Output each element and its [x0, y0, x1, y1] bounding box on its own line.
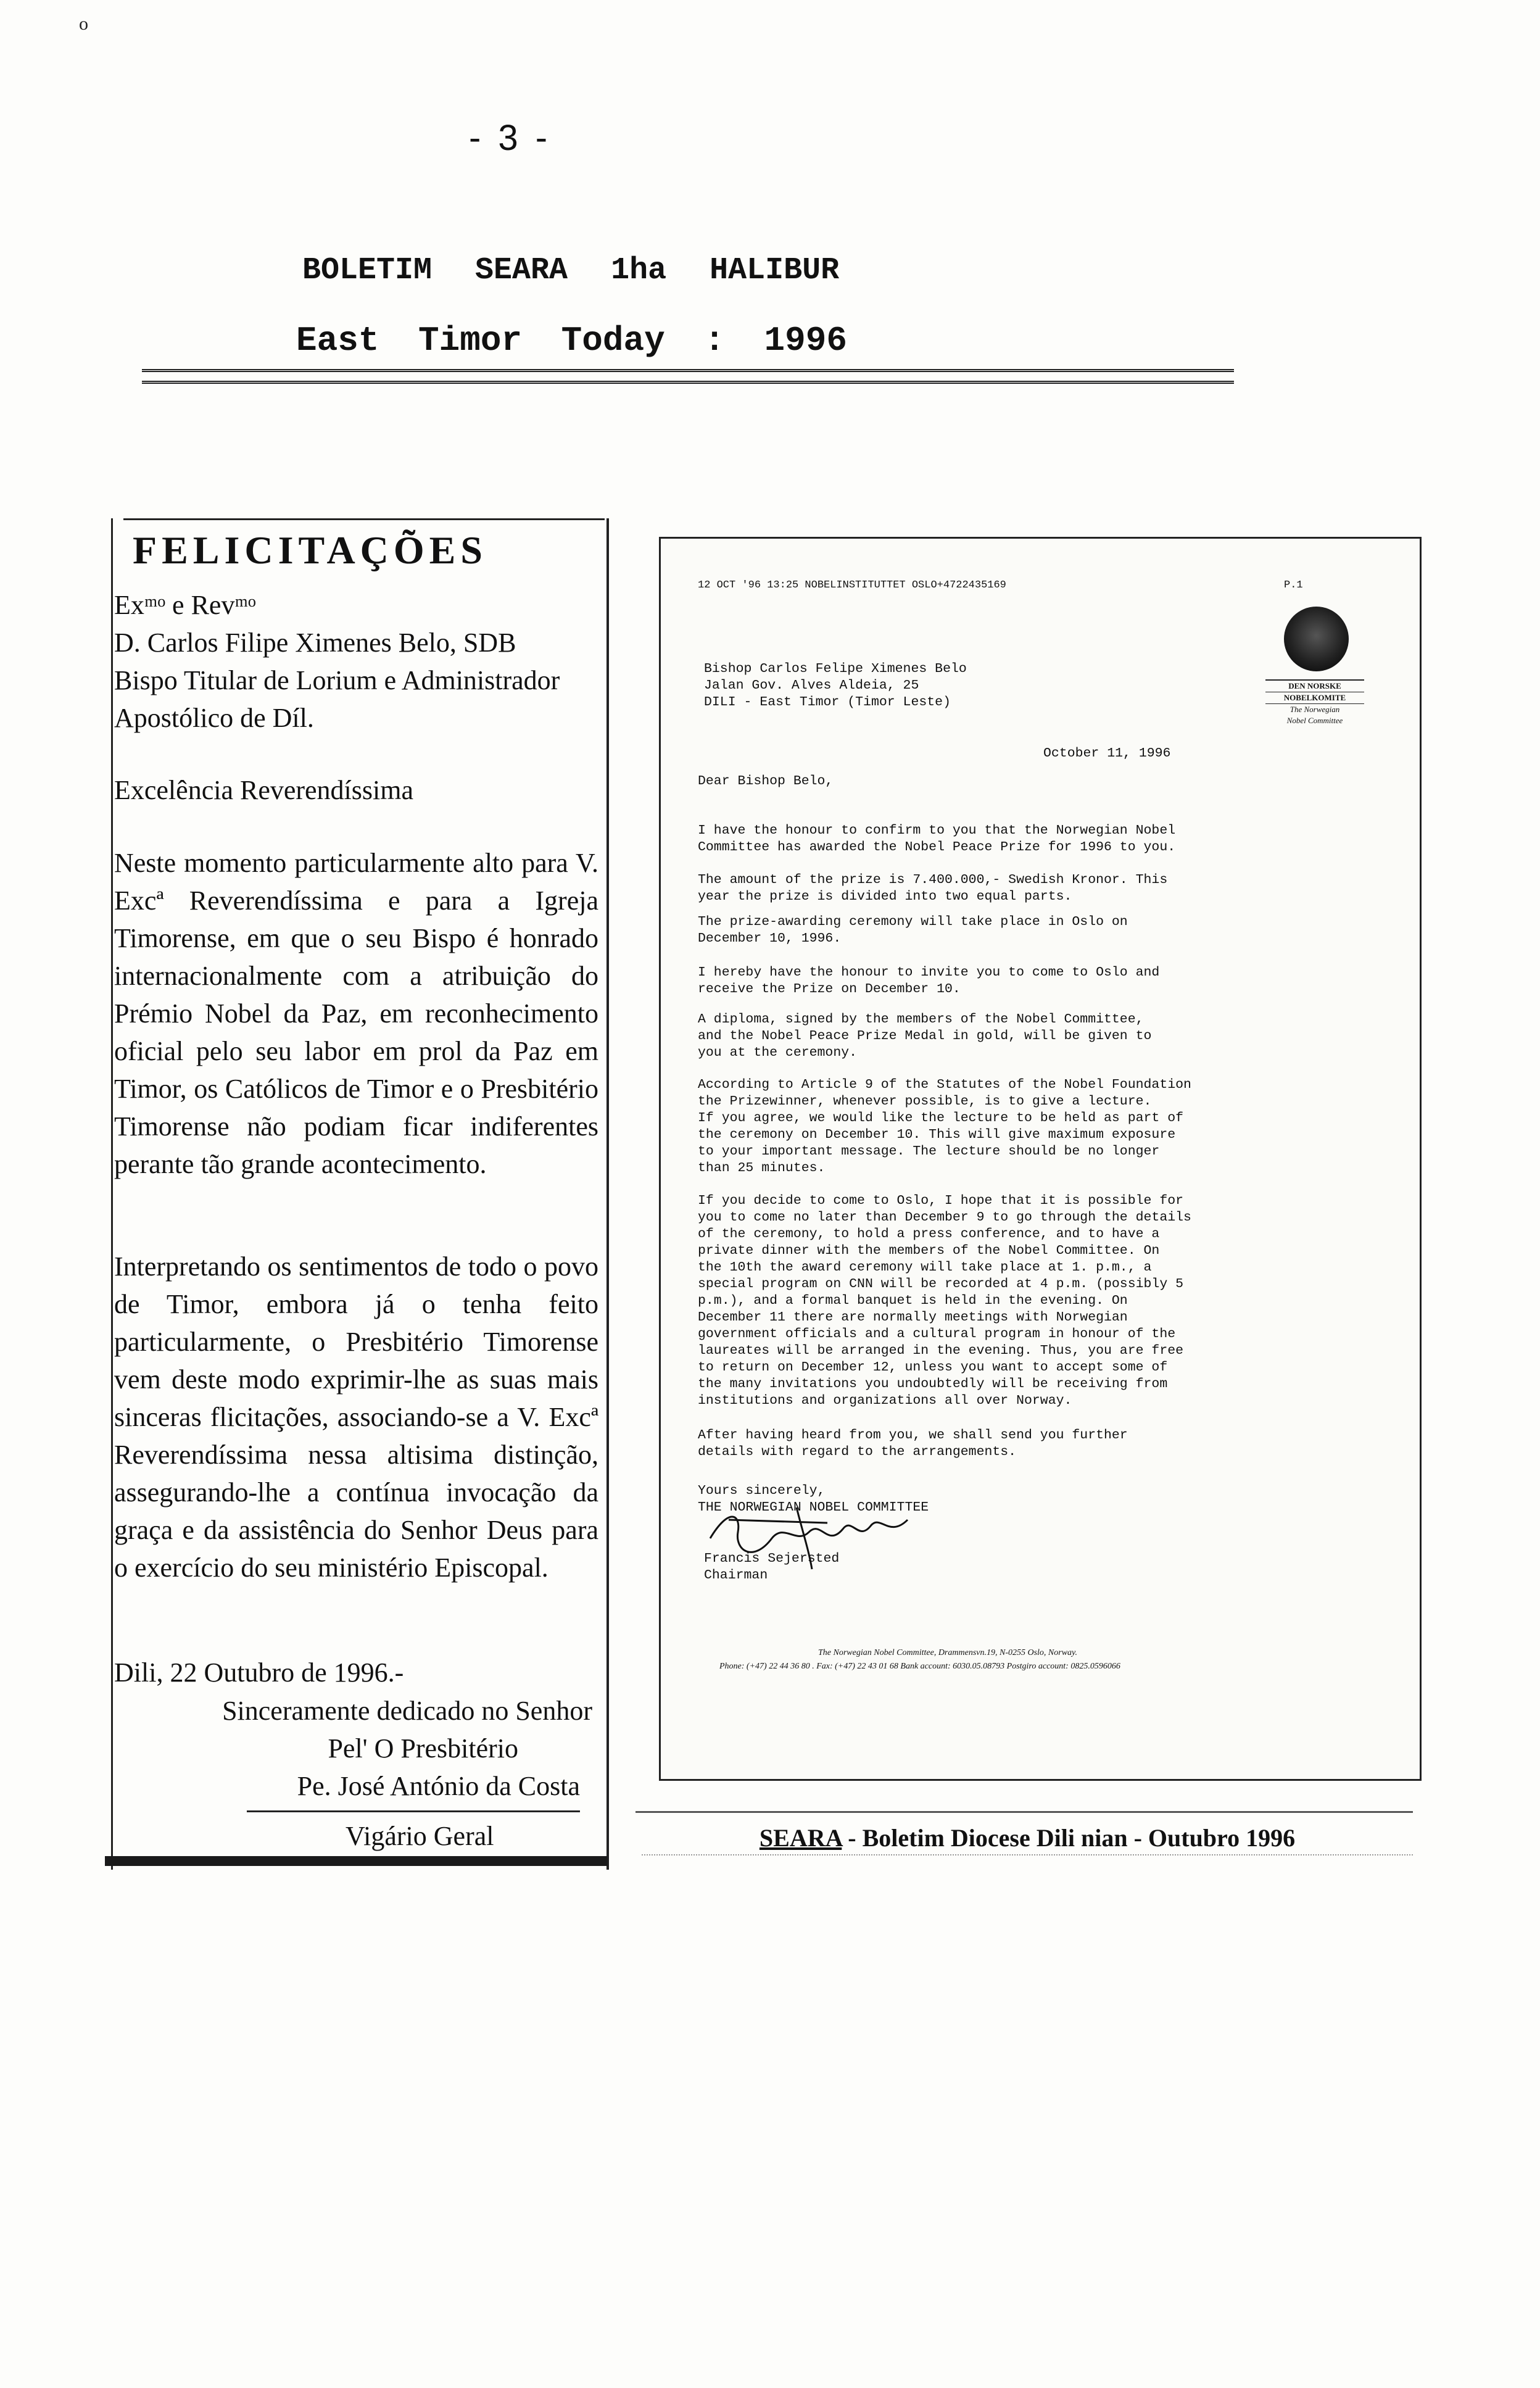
- page-number: - 3 -: [469, 118, 552, 158]
- address-line: Exᵐᵒ e Revᵐᵒ: [114, 590, 256, 620]
- congratulations-title: FELICITAÇÕES: [133, 528, 487, 572]
- address-line: Bispo Titular de Lorium e Administrador: [114, 665, 560, 695]
- letter-closing: Yours sincerely, THE NORWEGIAN NOBEL COMMITTEE: [698, 1483, 929, 1515]
- letter-paragraph: A diploma, signed by the members of the Nobel Committee, and the Nobel Peace Prize Medal in gold, will be given to you at the ceremony.: [698, 1012, 1152, 1060]
- header-rule: [142, 369, 1234, 384]
- signature-dedication: Sinceramente dedicado no Senhor: [222, 1696, 592, 1726]
- nobel-letter: [659, 537, 1422, 1781]
- footer-text: - Boletim Diocese Dili nian - Outubro 1996: [842, 1824, 1296, 1852]
- left-box-bottom-rule: [105, 1856, 608, 1866]
- signer: Francis Sejersted Chairman: [704, 1551, 840, 1583]
- date-line: Dili, 22 Outubro de 1996.-: [114, 1657, 404, 1688]
- letter-paragraph: If you decide to come to Oslo, I hope that it is possible for you to come no later than December 9 to go through the details of the ceremony, to hold a press conference, and to have a private dinner with the members of the Nobel Committee. On the 10th the award ceremony will take place at 1. p.m., a special program on CNN will be recorded at 4 p.m. (possibly 5 p.m.), and a formal banquet is held in the evening. On December 11 there are normally meetings with Norwegian government officials and a cultural program in honour of the laureates will be arranged in the evening. Thus, you are free to return on December 12, unless you want to accept some of the many invitations you undoubtedly will be receiving from institutions and organizations all over Norway.: [698, 1193, 1191, 1408]
- fax-header: 12 OCT '96 13:25 NOBELINSTITUTTET OSLO+4722435169: [698, 579, 1006, 591]
- bulletin-footer: [635, 1823, 1419, 1852]
- footer-dotted-rule: [642, 1854, 1413, 1855]
- signature-presbytery: Pel' O Presbitério: [328, 1733, 518, 1764]
- signature-name: Pe. José António da Costa: [297, 1771, 580, 1801]
- committee-address: [719, 1646, 1398, 1673]
- letter-paragraph: I hereby have the honour to invite you to come to Oslo and receive the Prize on December 10.: [698, 965, 1160, 997]
- contact-line: Phone: (+47) 22 44 36 80 . Fax: (+47) 22 43 01 68 Bank account: 6030.05.08793 Postgiro account: 0825.0596066: [719, 1662, 1120, 1671]
- address-block: [114, 586, 598, 737]
- letter-paragraph: According to Article 9 of the Statutes of the Nobel Foundation the Prizewinner, whenever possible, is to give a lecture. If you agree, we would like the lecture to be held as part of the ceremony on December 10. This will give maximum exposure to your important message. The lecture should be no longer than 25 minutes.: [698, 1077, 1191, 1175]
- letterhead-line: The Norwegian: [1290, 705, 1340, 714]
- letter-date: October 11, 1996: [1043, 746, 1171, 761]
- bulletin-title: BOLETIM SEARA 1ha HALIBUR: [302, 253, 840, 288]
- letterhead-line: NOBELKOMITE: [1265, 692, 1364, 704]
- letter-paragraph: The amount of the prize is 7.400.000,- Swedish Kronor. This year the prize is divided into two equal parts.: [698, 873, 1168, 904]
- corner-mark: o: [79, 14, 88, 34]
- letter-paragraph: I have the honour to confirm to you that the Norwegian Nobel Committee has awarded the Nobel Peace Prize for 1996 to you.: [698, 823, 1176, 855]
- letterhead-line: Nobel Committee: [1286, 716, 1343, 725]
- address-line: The Norwegian Nobel Committee, Drammensvn.19, N-0255 Oslo, Norway.: [818, 1648, 1077, 1657]
- recipient-address: Bishop Carlos Felipe Ximenes Belo Jalan Gov. Alves Aldeia, 25 DILI - East Timor (Timor Leste): [704, 661, 967, 710]
- paragraph-1: Neste momento particularmente alto para V. Excª Reverendíssima e para a Igreja Timorense, em que o seu Bispo é honrado internacionalmente com a atribuição do Prémio Nobel da Paz, em reconhecimento oficial pelo seu labor em prol da Paz em Timor, os Católicos de Timor e o Presbitério Timorense não podiam ficar indiferentes perante tão grande acontecimento.: [114, 848, 598, 1179]
- footer-rule: [635, 1811, 1413, 1813]
- committee-letterhead: [1265, 679, 1364, 726]
- address-line: D. Carlos Filipe Ximenes Belo, SDB: [114, 628, 516, 658]
- signature-rule: [247, 1810, 580, 1812]
- letter-paragraph: The prize-awarding ceremony will take place in Oslo on December 10, 1996.: [698, 914, 1128, 946]
- nobel-seal-icon: [1284, 607, 1349, 671]
- letter-greeting: Dear Bishop Belo,: [698, 774, 834, 789]
- letter-paragraph: After having heard from you, we shall send you further details with regard to the arrangements.: [698, 1428, 1128, 1459]
- address-line: Apostólico de Díl.: [114, 703, 314, 733]
- signature-title: Vigário Geral: [346, 1821, 494, 1851]
- letterhead-line: DEN NORSKE: [1265, 681, 1364, 692]
- bulletin-subtitle: East Timor Today : 1996: [296, 321, 847, 360]
- paragraph-2: Interpretando os sentimentos de todo o povo de Timor, embora já o tenha feito particularmente, o Presbitério Timorense vem deste modo exprimir-lhe as suas mais sinceras flicitações, associando-se a V. Excª Reverendíssima nessa altisima distinção, assegurando-lhe a contínua invocação da graça e da assistência do Senhor Deus para o exercício do seu ministério Episcopal.: [114, 1251, 598, 1583]
- fax-page: P.1: [1284, 579, 1303, 591]
- footer-brand: SEARA: [759, 1824, 842, 1852]
- salutation: Excelência Reverendíssima: [114, 775, 414, 805]
